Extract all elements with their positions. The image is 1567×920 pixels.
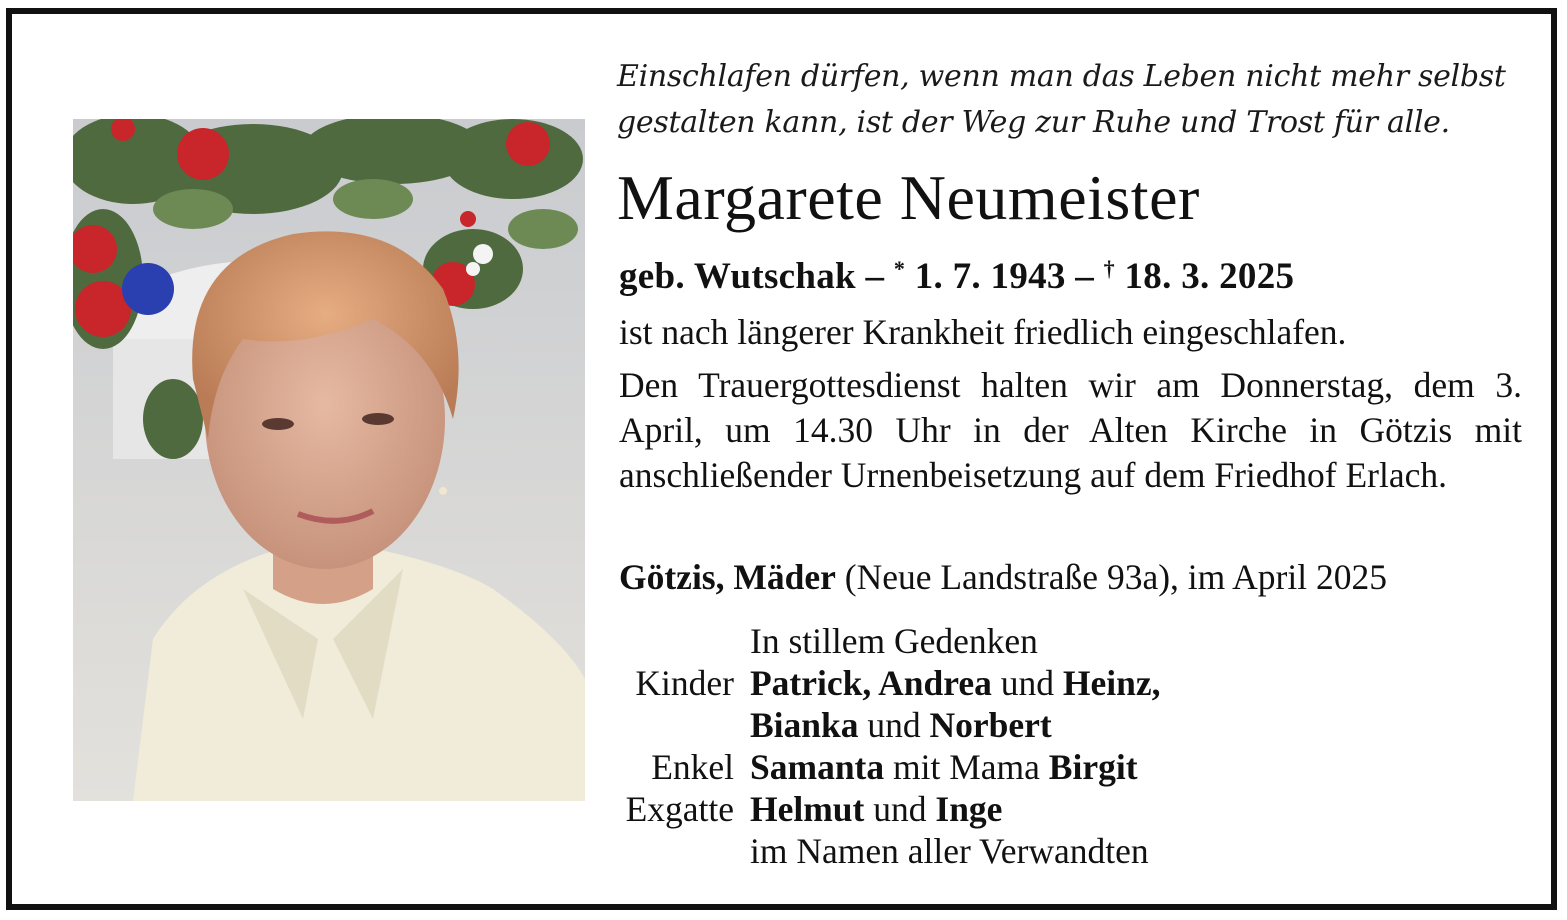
mourners-closing-row	[540, 830, 1161, 872]
separator: –	[855, 256, 894, 297]
role-label-exgatte: Exgatte	[625, 789, 734, 829]
death-symbol: †	[1103, 256, 1115, 281]
mourner-name: Inge	[935, 789, 1003, 829]
mourner-name: Samanta	[750, 747, 885, 787]
mourner-name: Heinz,	[1062, 663, 1161, 703]
mourners-intro-row	[540, 620, 1161, 662]
death-date: 18. 3. 2025	[1114, 256, 1295, 297]
mourner-name: Bianka	[750, 705, 859, 745]
announcement-line: ist nach längerer Krankheit friedlich eingeschlafen.	[619, 312, 1347, 352]
mourners-row-kinder: Kinder Patrick, Andrea und Heinz,	[540, 662, 1161, 704]
birth-symbol: *	[893, 256, 906, 281]
service-details: Den Trauergottesdienst halten wir am Donnerstag, dem 3. April, um 14.30 Uhr in der Alten Kirche in Götzis mit anschließender Urnenbeisetzung auf dem Friedhof Erlach.	[619, 365, 1522, 495]
mourner-name: Norbert	[929, 705, 1052, 745]
mourner-name: Patrick, Andrea	[750, 663, 992, 703]
portrait-photo	[73, 119, 585, 801]
mourner-name: Helmut	[750, 789, 865, 829]
address: (Neue Landstraße 93a), im April 2025	[835, 557, 1387, 597]
role-label-enkel: Enkel	[651, 747, 734, 787]
mourner-name: Birgit	[1048, 747, 1138, 787]
birth-date: 1. 7. 1943	[905, 256, 1066, 297]
mourners-row-kinder-cont: Bianka und Norbert	[750, 705, 1052, 745]
place-and-date	[619, 555, 1522, 600]
mourners-row-enkel: Enkel Samanta mit Mama Birgit	[540, 746, 1161, 788]
birth-name: geb. Wutschak	[619, 256, 856, 297]
mourners-closing: im Namen aller Verwandten	[750, 831, 1149, 871]
life-dates	[619, 246, 1294, 300]
separator: –	[1065, 256, 1104, 297]
mourners-list	[540, 620, 1161, 872]
verse: Einschlafen dürfen, wenn man das Leben nicht mehr selbst gestalten kann, ist der Weg zur Ruhe und Trost für alle.	[617, 59, 1506, 140]
deceased-name: Margarete Neumeister	[617, 162, 1200, 233]
mourners-intro: In stillem Gedenken	[750, 621, 1038, 661]
mourners-row-exgatte: Exgatte Helmut und Inge	[540, 788, 1161, 830]
role-label-kinder: Kinder	[635, 663, 734, 703]
towns: Götzis, Mäder	[619, 557, 836, 597]
